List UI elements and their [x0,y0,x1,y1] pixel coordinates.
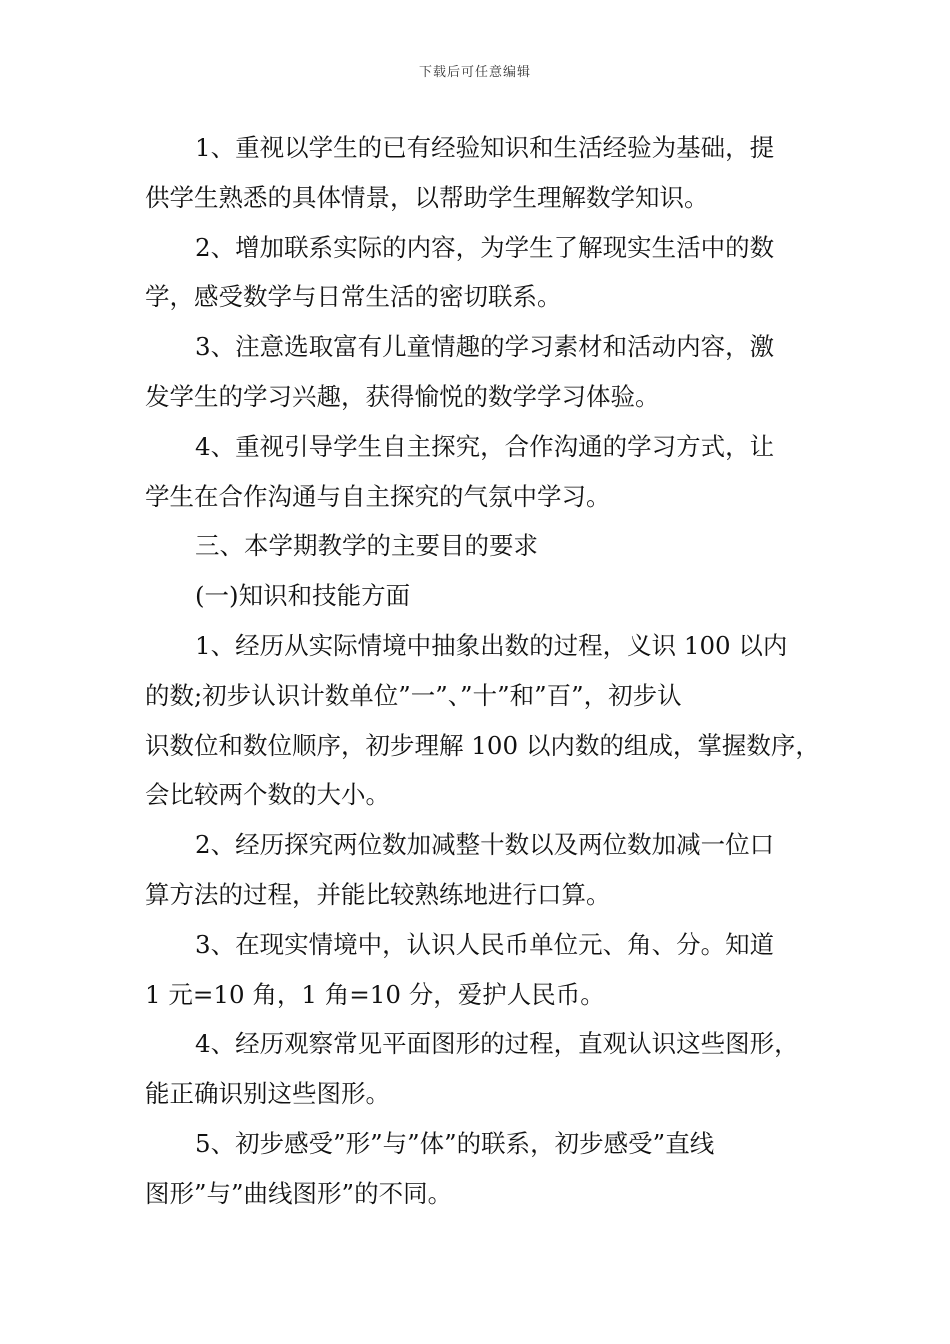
body-line: 图形”与”曲线图形”的不同。 [145,1178,453,1208]
page-header-note: 下载后可任意编辑 [418,65,531,80]
body-line: 4、重视引导学生自主探究，合作沟通的学习方式，让 [195,431,775,461]
body-line: 识数位和数位顺序，初步理解 100 以内数的组成，掌握数序， [145,730,820,760]
body-line: 3、在现实情境中，认识人民币单位元、角、分。知道 [195,929,775,959]
body-line: 3、注意选取富有儿童情趣的学习素材和活动内容，激 [195,332,775,362]
body-line: 供学生熟悉的具体情景，以帮助学生理解数学知识。 [145,182,709,212]
body-line: 算方法的过程，并能比较熟练地进行口算。 [145,879,611,909]
body-line: 学，感受数学与日常生活的密切联系。 [145,282,562,312]
body-line: 学生在合作沟通与自主探究的气氛中学习。 [145,481,611,511]
body-line: 2、增加联系实际的内容，为学生了解现实生活中的数 [195,232,775,262]
body-line: 的数;初步认识计数单位”一”、”十”和”百”，初步认 [145,680,682,710]
body-line: 2、经历探究两位数加减整十数以及两位数加减一位口 [195,830,775,860]
subsection-heading: (一)知识和技能方面 [195,581,411,611]
document-body [145,123,820,1219]
body-line: 5、初步感受”形”与”体”的联系，初步感受”直线 [195,1128,715,1158]
body-line: 发学生的学习兴趣，获得愉悦的数学学习体验。 [145,381,660,411]
body-line: 1、经历从实际情境中抽象出数的过程，义识 100 以内 [195,630,788,660]
body-line: 4、经历观察常见平面图形的过程，直观认识这些图形， [195,1029,799,1059]
body-line: 会比较两个数的大小。 [145,780,390,810]
body-line: 能正确识别这些图形。 [145,1079,390,1109]
body-line: 1 元=10 角，1 角=10 分，爱护人民币。 [145,979,605,1009]
section-heading: 三、本学期教学的主要目的要求 [195,531,538,561]
body-line: 1、重视以学生的已有经验知识和生活经验为基础，提 [195,133,775,162]
